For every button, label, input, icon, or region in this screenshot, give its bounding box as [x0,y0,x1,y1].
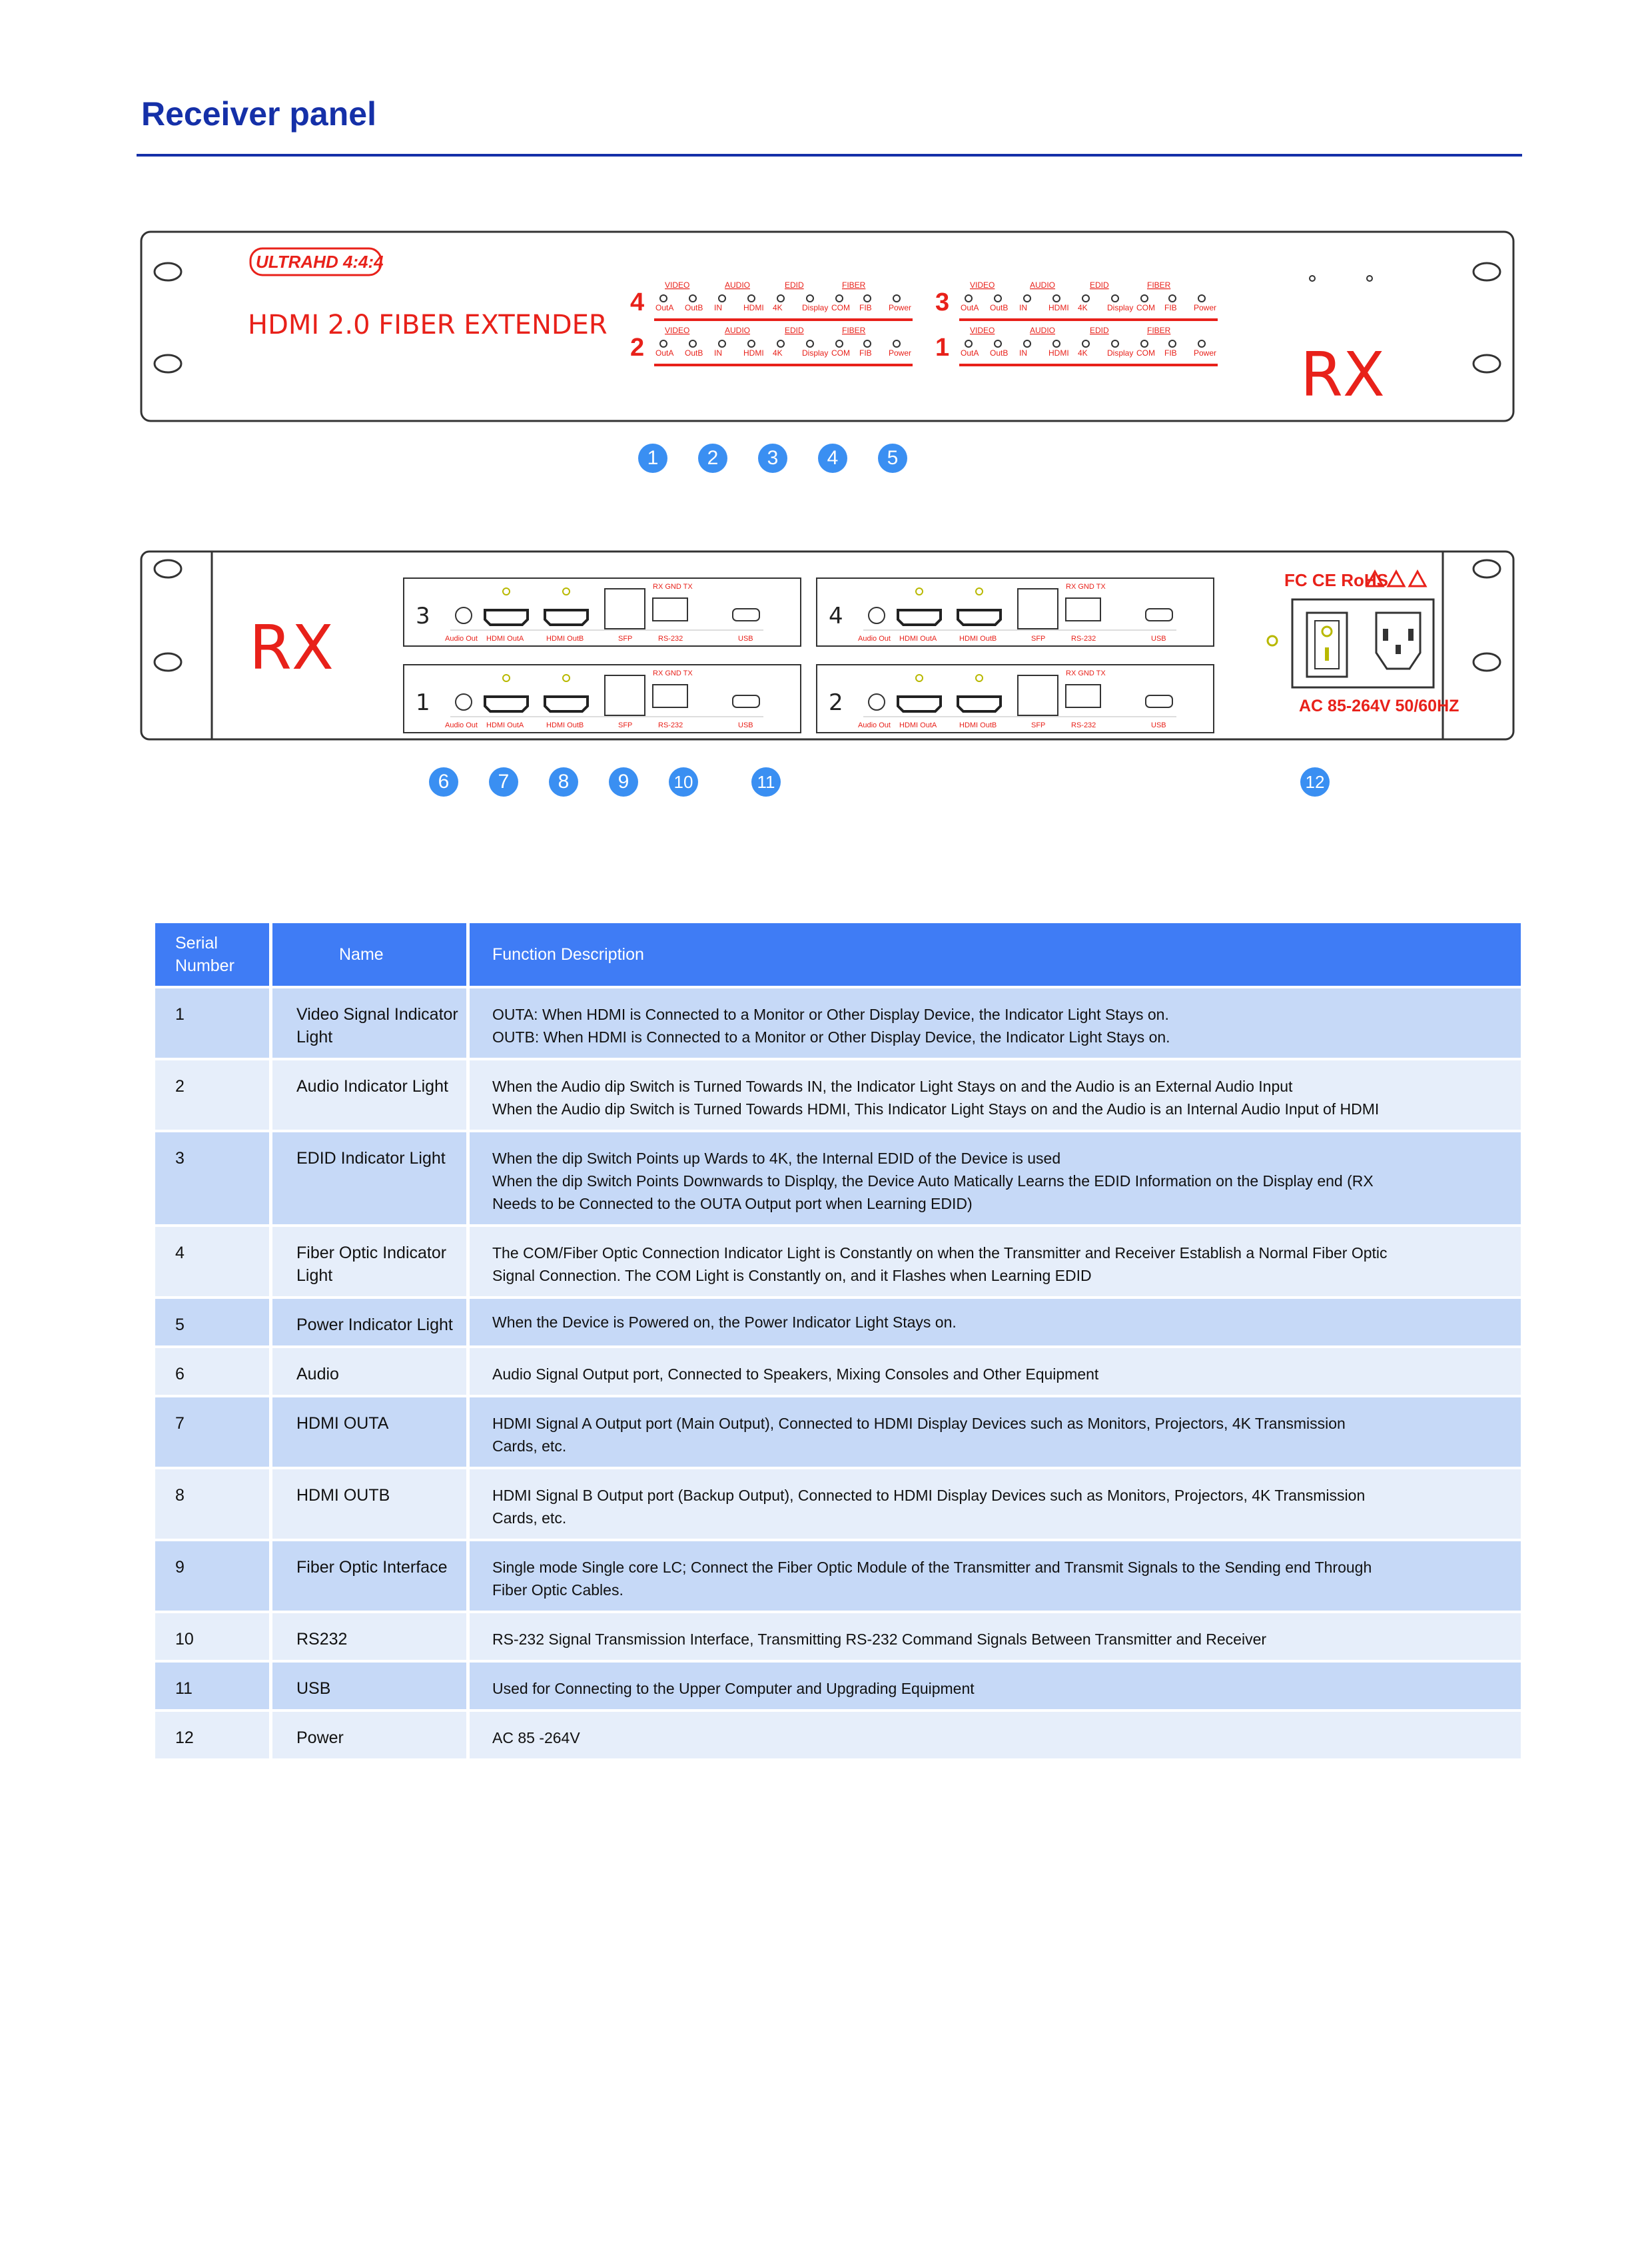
cell-function [470,1132,1521,1224]
callout-12: 12 [1300,767,1330,797]
cell-name: EDID Indicator Light [272,1132,466,1224]
brand-badge-text: ULTRAHD 4:4:4 [256,252,384,272]
table-row [155,1663,1521,1709]
cell-serial: 12 [155,1712,269,1758]
cell-function [470,1541,1521,1611]
cell-name: Power Indicator Light [272,1299,466,1345]
module-number: 3 [416,603,430,629]
rear-rx-label: RX [249,612,334,683]
callout-2: 2 [698,444,727,473]
led-label: IN [714,303,722,312]
rs232-label: RS-232 [658,635,683,643]
function-line: When the Device is Powered on, the Power Indicator Light Stays on. [492,1313,957,1331]
led-label: OutA [961,303,979,312]
cell-serial: 11 [155,1663,269,1709]
led-section-header: AUDIO [725,280,751,290]
module-header: RX GND TX [1066,583,1106,591]
usb-label: USB [738,721,753,729]
led-section-header: EDID [1090,326,1109,335]
led-label: Power [889,348,912,358]
cell-function [470,1663,1521,1709]
hdmi-outa-label: HDMI OutA [899,721,937,729]
front-panel [141,232,1513,421]
cell-function [470,1469,1521,1539]
led-label: Display [802,348,829,358]
function-table [152,921,1524,1761]
led-label: Power [1194,348,1217,358]
cell-function [470,1060,1521,1130]
sfp-label: SFP [618,721,633,729]
cell-function [470,1299,1521,1345]
led-group-number: 4 [630,288,645,316]
function-line: When the Audio dip Switch is Turned Towards HDMI, This Indicator Light Stays on and the Audio is an Internal Audio Input of HDMI [492,1100,1380,1118]
led-section-header: EDID [1090,280,1109,290]
callout-1: 1 [638,444,667,473]
sfp-label: SFP [1031,721,1046,729]
cell-serial: 2 [155,1060,269,1130]
function-line: Fiber Optic Cables. [492,1581,623,1599]
led-label: Display [802,303,829,312]
panel-diagrams [0,0,1652,799]
table-row [155,1348,1521,1395]
function-line: OUTA: When HDMI is Connected to a Monitor or Other Display Device, the Indicator Light Stays on. [492,1006,1169,1023]
hdmi-outa-label: HDMI OutA [486,635,524,643]
led-label: Display [1107,303,1134,312]
table-row [155,1613,1521,1660]
cell-serial: 8 [155,1469,269,1539]
table-body [155,988,1521,1758]
led-section-header: AUDIO [1030,326,1056,335]
audio-out-label: Audio Out [858,635,891,643]
led-label: Display [1107,348,1134,358]
audio-out-label: Audio Out [858,721,891,729]
led-label: HDMI [1048,303,1069,312]
callout-8: 8 [549,767,578,797]
hdmi-outa-label: HDMI OutA [899,635,937,643]
function-line: Needs to be Connected to the OUTA Output port when Learning EDID) [492,1195,973,1212]
led-label: 4K [1078,303,1088,312]
function-line: Audio Signal Output port, Connected to Speakers, Mixing Consoles and Other Equipment [492,1365,1099,1383]
led-label: HDMI [743,348,764,358]
led-group-number: 1 [935,334,950,362]
function-line: When the Audio dip Switch is Turned Towards IN, the Indicator Light Stays on and the Audio is an External Audio Input [492,1078,1293,1095]
led-label: 4K [773,303,783,312]
cell-serial: 1 [155,988,269,1058]
cell-function [470,1613,1521,1660]
callout-5: 5 [878,444,907,473]
table-row [155,1227,1521,1296]
hdmi-outb-label: HDMI OutB [959,635,997,643]
function-line: When the dip Switch Points Downwards to Displqy, the Device Auto Matically Learns the EDID Information on the Display end (RX [492,1172,1374,1190]
cell-function [470,1348,1521,1395]
led-label: HDMI [1048,348,1069,358]
cell-name: Fiber Optic Indicator Light [272,1227,466,1296]
cell-serial: 5 [155,1299,269,1345]
led-label: IN [1019,348,1027,358]
led-label: IN [714,348,722,358]
rs232-label: RS-232 [658,721,683,729]
led-label: IN [1019,303,1027,312]
cell-name: Fiber Optic Interface [272,1541,466,1611]
module-number: 1 [416,689,430,716]
function-line: RS-232 Signal Transmission Interface, Transmitting RS-232 Command Signals Between Transmitter and Receiver [492,1631,1267,1648]
sfp-label: SFP [1031,635,1046,643]
rear-panel [141,552,1513,739]
led-section-header: FIBER [842,280,866,290]
table-row [155,1060,1521,1130]
cell-serial: 3 [155,1132,269,1224]
led-section-header: FIBER [842,326,866,335]
led-section-header: EDID [785,326,804,335]
led-label: OutB [990,303,1009,312]
hdmi-outb-label: HDMI OutB [546,635,584,643]
product-name: HDMI 2.0 FIBER EXTENDER [248,310,608,340]
header-name: Name [272,923,466,986]
table-row [155,1299,1521,1345]
led-label: HDMI [743,303,764,312]
led-section-header: VIDEO [665,280,690,290]
led-label: Power [889,303,912,312]
cell-function [470,1397,1521,1467]
function-line: HDMI Signal A Output port (Main Output), Connected to HDMI Display Devices such as Monitors, Projectors, 4K Transmission [492,1415,1346,1432]
hdmi-outb-label: HDMI OutB [546,721,584,729]
function-line: When the dip Switch Points up Wards to 4K, the Internal EDID of the Device is used [492,1150,1061,1167]
table-row [155,1132,1521,1224]
module-number: 4 [829,603,843,629]
usb-label: USB [738,635,753,643]
callout-10: 10 [669,767,698,797]
led-label: FIB [859,303,872,312]
callout-3: 3 [758,444,787,473]
led-label: FIB [1164,348,1177,358]
led-section-header: FIBER [1147,280,1171,290]
led-group-number: 3 [935,288,950,316]
cell-serial: 10 [155,1613,269,1660]
led-label: FIB [859,348,872,358]
cell-name: Audio [272,1348,466,1395]
usb-label: USB [1151,635,1166,643]
cell-serial: 6 [155,1348,269,1395]
callout-9: 9 [609,767,638,797]
cert-marks: FC CE RoHS [1284,570,1388,590]
hdmi-outa-label: HDMI OutA [486,721,524,729]
led-group-number: 2 [630,334,645,362]
led-section-header: VIDEO [970,326,995,335]
callout-6: 6 [429,767,458,797]
page-title: Receiver panel [141,95,376,133]
table-row [155,988,1521,1058]
function-line: The COM/Fiber Optic Connection Indicator Light is Constantly on when the Transmitter and Receiver Establish a Normal Fiber Optic [492,1244,1388,1262]
function-line: OUTB: When HDMI is Connected to a Monitor or Other Display Device, the Indicator Light Stays on. [492,1028,1170,1046]
header-function: Function Description [470,923,1521,986]
power-rating: AC 85-264V 50/60HZ [1299,697,1459,715]
cell-name: Video Signal Indicator Light [272,988,466,1058]
callout-4: 4 [818,444,847,473]
hdmi-outb-label: HDMI OutB [959,721,997,729]
cell-name: Audio Indicator Light [272,1060,466,1130]
led-section-header: FIBER [1147,326,1171,335]
function-line: Cards, etc. [492,1509,567,1527]
usb-label: USB [1151,721,1166,729]
callout-7: 7 [489,767,518,797]
audio-out-label: Audio Out [445,635,478,643]
led-label: OutB [685,303,703,312]
header-serial: Serial Number [155,923,269,986]
audio-out-label: Audio Out [445,721,478,729]
led-label: OutA [655,348,674,358]
function-line: Single mode Single core LC; Connect the Fiber Optic Module of the Transmitter and Transmit Signals to the Sending end Through [492,1559,1372,1576]
cell-serial: 9 [155,1541,269,1611]
table-row [155,1712,1521,1758]
table-row [155,1541,1521,1611]
led-label: 4K [773,348,783,358]
sfp-label: SFP [618,635,633,643]
led-section-header: VIDEO [665,326,690,335]
led-label: COM [831,303,850,312]
front-rx-label: RX [1300,339,1385,410]
cell-name: RS232 [272,1613,466,1660]
led-label: COM [1136,303,1155,312]
callout-11: 11 [751,767,781,797]
led-label: COM [831,348,850,358]
cell-name: HDMI OUTA [272,1397,466,1467]
led-label: OutB [685,348,703,358]
cell-name: Power [272,1712,466,1758]
cell-function [470,1712,1521,1758]
led-label: FIB [1164,303,1177,312]
cell-name: USB [272,1663,466,1709]
cell-function [470,988,1521,1058]
led-label: 4K [1078,348,1088,358]
rs232-label: RS-232 [1071,721,1096,729]
cell-function [470,1227,1521,1296]
led-section-header: AUDIO [1030,280,1056,290]
led-label: OutA [961,348,979,358]
led-section-header: EDID [785,280,804,290]
led-label: OutA [655,303,674,312]
function-line: AC 85 -264V [492,1729,580,1746]
cell-serial: 4 [155,1227,269,1296]
table-row [155,1397,1521,1467]
table-header-row [155,923,1521,986]
function-line: Used for Connecting to the Upper Computer and Upgrading Equipment [492,1680,975,1697]
led-label: COM [1136,348,1155,358]
function-line: HDMI Signal B Output port (Backup Output), Connected to HDMI Display Devices such as Monitors, Projectors, 4K Transmission [492,1487,1366,1504]
cell-serial: 7 [155,1397,269,1467]
led-section-header: AUDIO [725,326,751,335]
rs232-label: RS-232 [1071,635,1096,643]
module-header: RX GND TX [653,583,693,591]
module-number: 2 [829,689,843,716]
module-header: RX GND TX [1066,669,1106,677]
function-line: Cards, etc. [492,1437,567,1455]
cell-name: HDMI OUTB [272,1469,466,1539]
module-header: RX GND TX [653,669,693,677]
table-row [155,1469,1521,1539]
function-line: Signal Connection. The COM Light is Constantly on, and it Flashes when Learning EDID [492,1267,1092,1284]
led-label: Power [1194,303,1217,312]
led-section-header: VIDEO [970,280,995,290]
led-label: OutB [990,348,1009,358]
